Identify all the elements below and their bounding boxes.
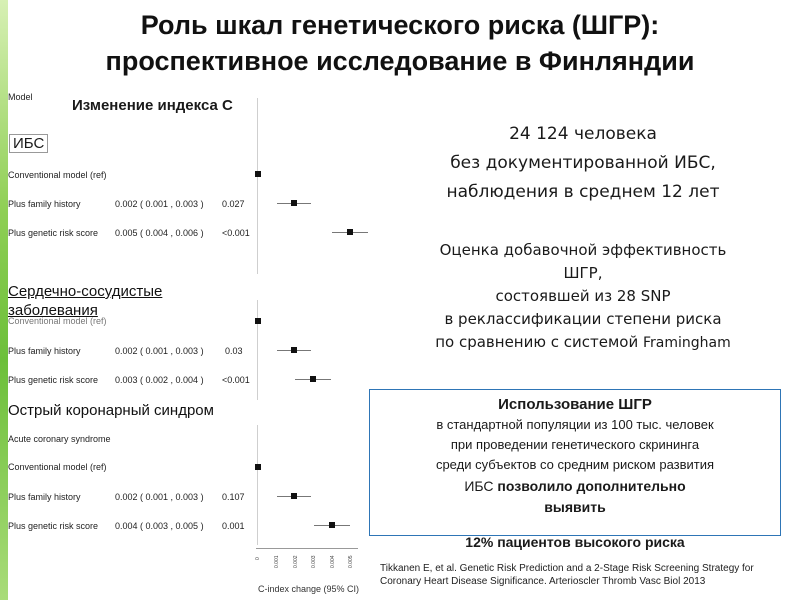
- estimate-point: [255, 464, 261, 470]
- row-ci: 0.005 ( 0.004 , 0.006 ): [115, 228, 204, 238]
- slide-accent-stripe: [0, 0, 8, 600]
- row-sublabel: Acute coronary syndrome: [8, 434, 111, 444]
- usage-line3: среди субъектов со средним риском развития: [435, 457, 715, 472]
- forest-cindex-title: Изменение индекса С: [72, 97, 233, 114]
- row-label: Plus family history: [8, 199, 81, 209]
- usage-line2: при проведении генетического скрининга: [450, 437, 700, 452]
- row-ci: 0.003 ( 0.002 , 0.004 ): [115, 375, 204, 385]
- ref-line-cvd: [257, 300, 258, 400]
- x-axis-tick: 0.005: [348, 555, 354, 568]
- row-p-value: <0.001: [222, 228, 250, 238]
- row-p-value: 0.107: [222, 492, 245, 502]
- ref-line-acs: [257, 425, 258, 545]
- evaluation-line3: состоявшей из 28 SNP: [495, 287, 671, 305]
- slide-title-line1: Роль шкал генетического риска (ШГР):: [140, 10, 660, 40]
- row-ci: 0.002 ( 0.001 , 0.003 ): [115, 346, 204, 356]
- forest-model-header: Model: [8, 92, 33, 102]
- study-line2: без документированной ИБС,: [450, 153, 716, 173]
- estimate-point: [291, 347, 297, 353]
- evaluation-line5-a: по сравнению с системой: [435, 333, 639, 351]
- row-ci: 0.002 ( 0.001 , 0.003 ): [115, 199, 204, 209]
- row-label: Plus genetic risk score: [8, 228, 99, 238]
- usage-line4-b: позволило дополнительно: [497, 478, 686, 494]
- x-axis-tick: 0.002: [293, 555, 299, 568]
- x-axis-tick: 0.004: [330, 555, 336, 568]
- section-label-cvd-text: Сердечно-сосудистые заболевания: [8, 283, 163, 319]
- row-ci: 0.002 ( 0.001 , 0.003 ): [115, 492, 204, 502]
- row-ci: 0.004 ( 0.003 , 0.005 ): [115, 521, 204, 531]
- x-axis-tick: 0.001: [274, 555, 280, 568]
- evaluation-line2: ШГР,: [563, 264, 603, 282]
- evaluation-line5: [378, 331, 788, 355]
- usage-line5: выявить: [544, 499, 606, 515]
- row-label: Plus genetic risk score: [8, 521, 99, 531]
- x-axis-line: [256, 548, 358, 549]
- usage-line4: [370, 475, 780, 497]
- estimate-point: [347, 229, 353, 235]
- x-axis-tick: 0: [255, 557, 261, 560]
- row-label: Plus family history: [8, 492, 81, 502]
- estimate-point: [329, 522, 335, 528]
- section-label-acs: Острый коронарный синдром: [8, 402, 214, 419]
- evaluation-description: [378, 239, 788, 355]
- row-label: Conventional model (ref): [8, 316, 107, 326]
- study-line1: 24 124 человека: [509, 124, 657, 144]
- section-label-ibs: ИБС: [9, 134, 48, 153]
- study-line3: наблюдения в среднем 12 лет: [446, 182, 720, 202]
- study-description: [378, 120, 788, 207]
- row-p-value: 0.027: [222, 199, 245, 209]
- estimate-point: [310, 376, 316, 382]
- usage-line6: 12% пациентов высокого риска: [465, 534, 685, 550]
- x-axis-label: C-index change (95% CI): [258, 584, 360, 594]
- usage-line4-a: ИБС: [464, 478, 494, 494]
- evaluation-line5-b: Framingham: [643, 335, 731, 351]
- row-label: Conventional model (ref): [8, 462, 107, 472]
- section-label-cvd: [8, 282, 248, 320]
- row-label: Conventional model (ref): [8, 170, 107, 180]
- evaluation-line1: Оценка добавочной эффективность: [439, 241, 727, 259]
- citation-line2: Coronary Heart Disease Significance. Arterioscler Thromb Vasc Biol 2013: [380, 576, 706, 587]
- row-label: Plus family history: [8, 346, 81, 356]
- row-label: Plus genetic risk score: [8, 375, 99, 385]
- x-axis-tick: 0.003: [311, 555, 317, 568]
- row-p-value: <0.001: [222, 375, 250, 385]
- evaluation-line4: в реклассификации степени риска: [444, 310, 722, 328]
- citation: [380, 562, 790, 588]
- slide-title-line2: проспективное исследование в Финляндии: [105, 46, 695, 76]
- estimate-point: [291, 493, 297, 499]
- usage-box: [369, 389, 781, 536]
- estimate-point: [255, 171, 261, 177]
- usage-heading: Использование ШГР: [498, 396, 652, 413]
- row-p-value: 0.001: [222, 521, 245, 531]
- row-p-value: 0.03: [225, 346, 243, 356]
- citation-line1: Tikkanen E, et al. Genetic Risk Prediction and a 2-Stage Risk Screening Strategy for: [380, 563, 754, 574]
- usage-line1: в стандартной популяции из 100 тыс. человек: [436, 417, 714, 432]
- estimate-point: [291, 200, 297, 206]
- estimate-point: [255, 318, 261, 324]
- ref-line-ibs: [257, 98, 258, 274]
